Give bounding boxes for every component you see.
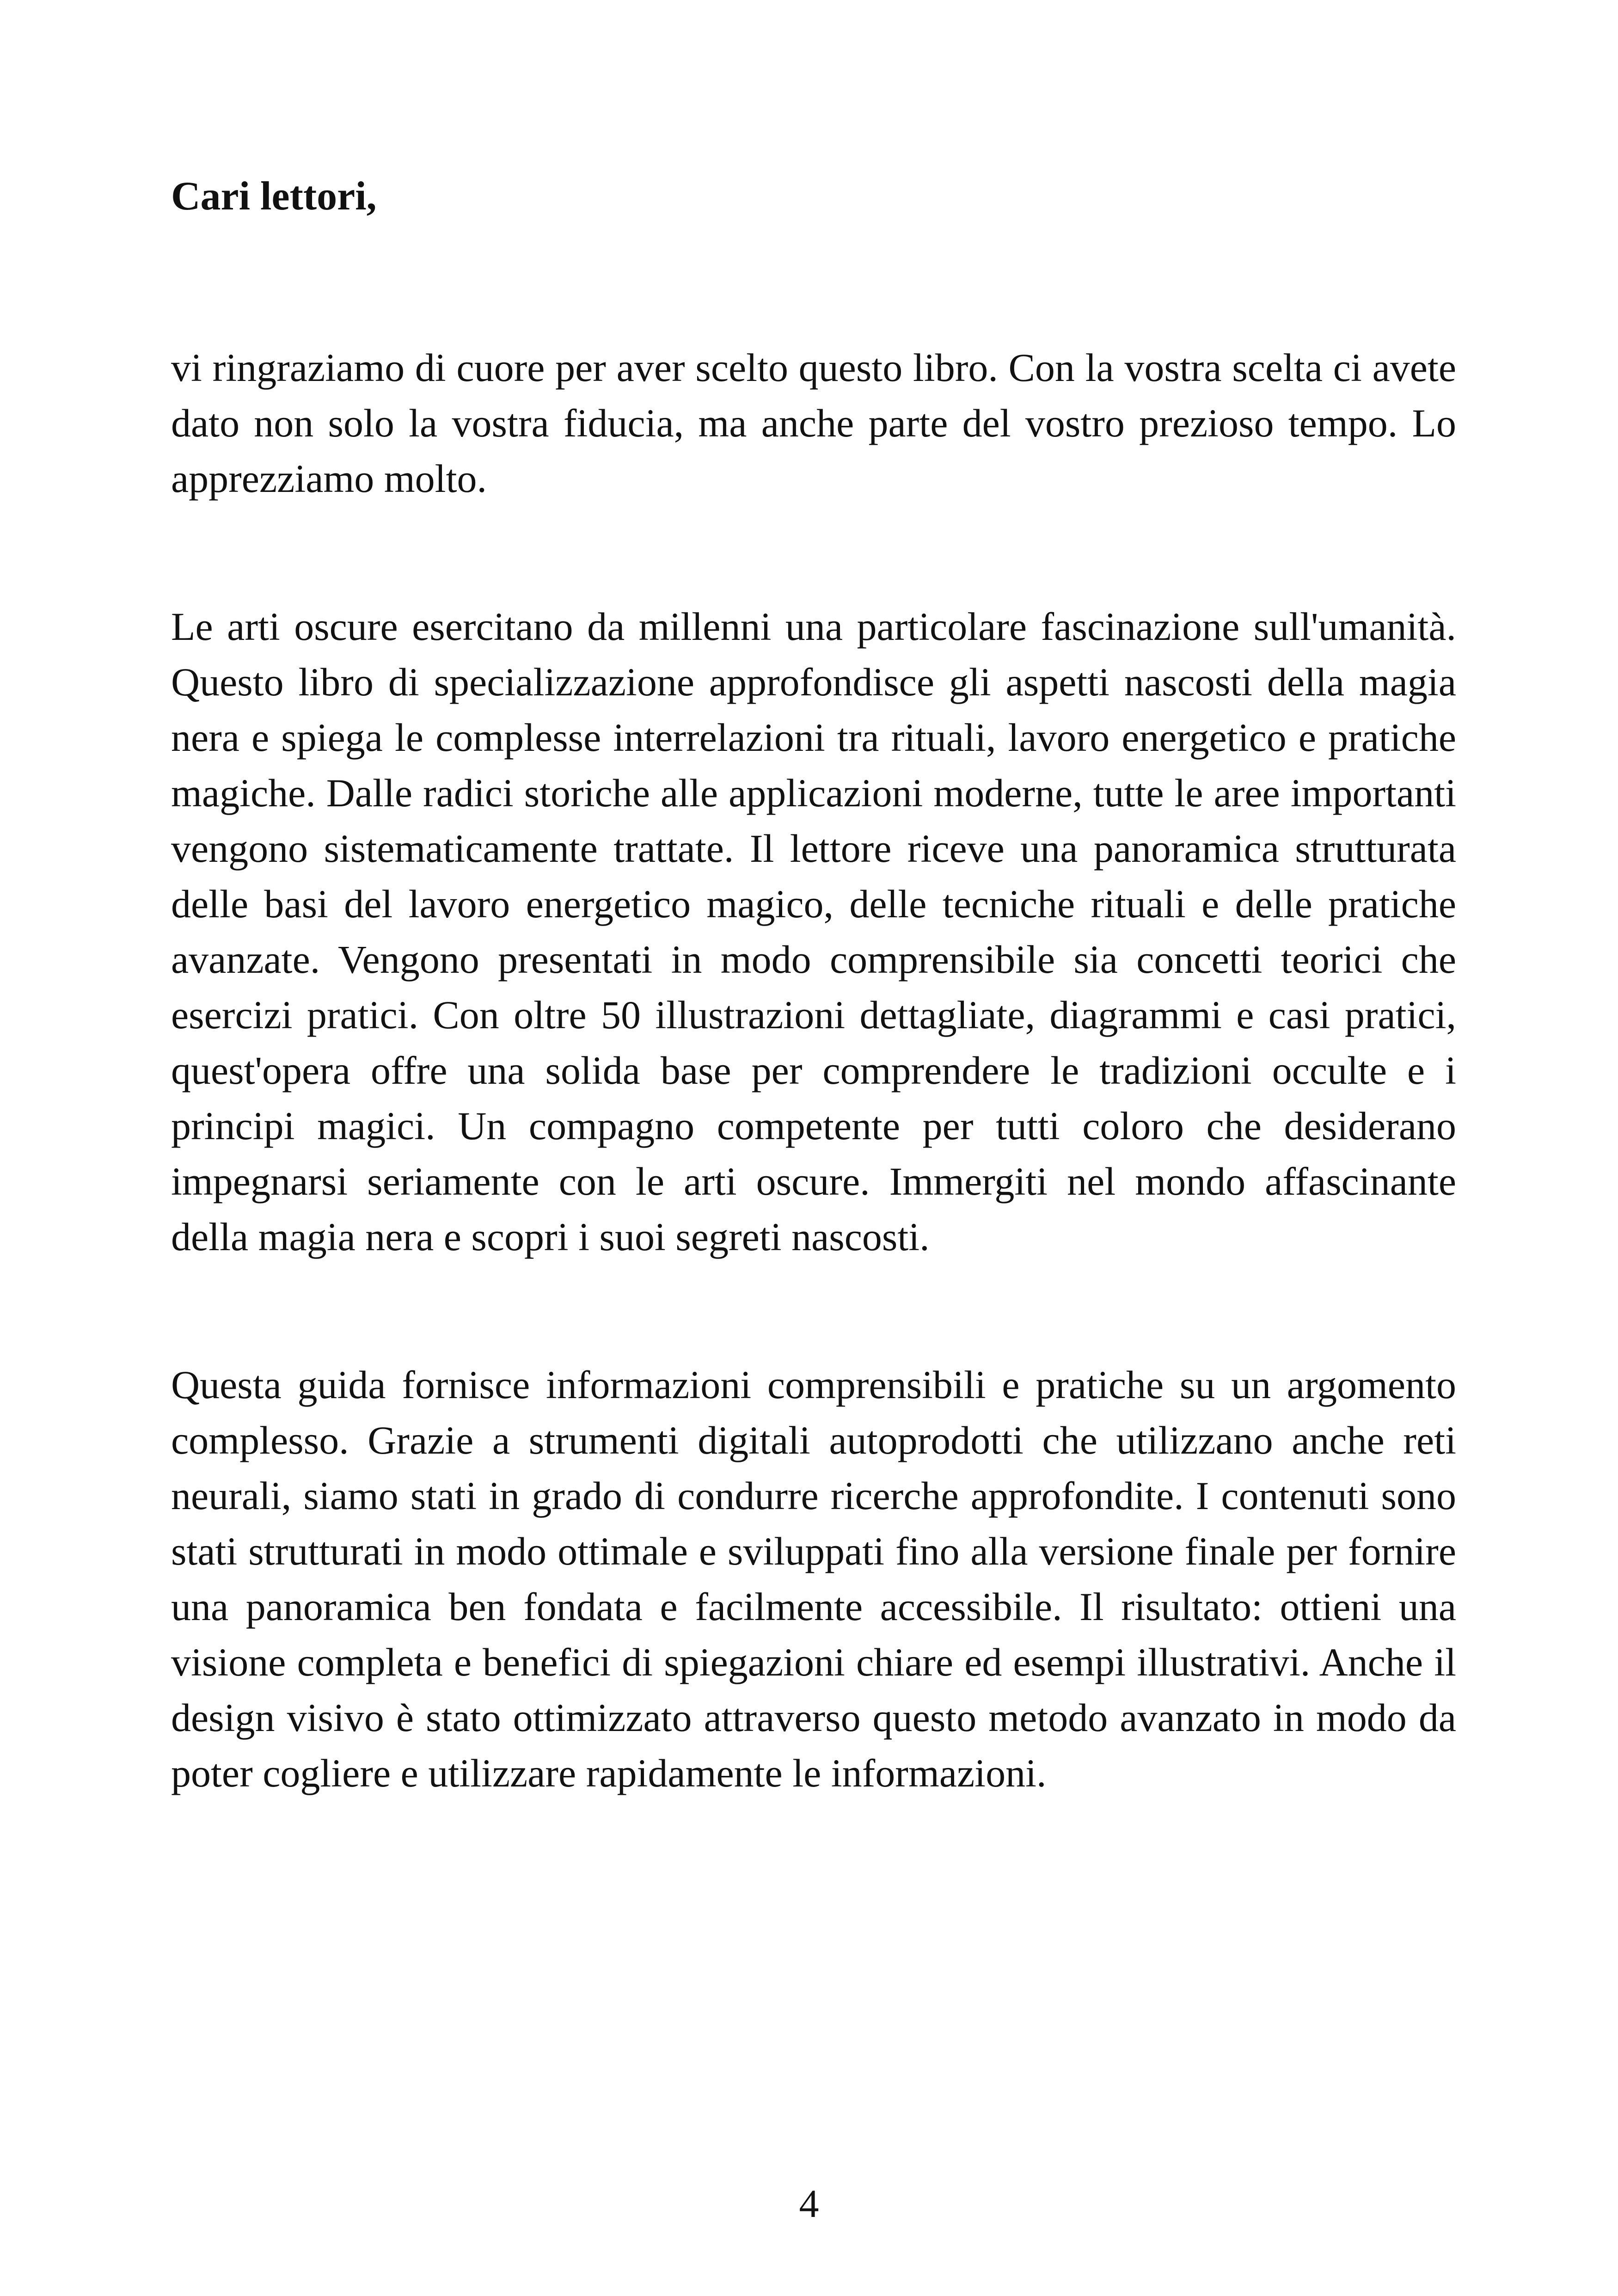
page-number: 4 [799, 2181, 819, 2226]
body-text [171, 340, 1456, 1893]
paragraph-book-description: Le arti oscure esercitano da millenni una particolare fascinazione sull'umanità. Questo libro di specializzazione approfondisce gli aspetti nascosti della magia nera e spiega le complesse interrelazioni tra rituali, lavoro energetico e pratiche magiche. Dalle radici storiche alle applicazioni moderne, tutte le aree importanti vengono sistematicamente trattate. Il lettore riceve una panoramica strutturata delle basi del lavoro energetico magico, delle tecniche rituali e delle pratiche avanzate. Vengono presentati in modo comprensibile sia concetti teorici che esercizi pratici. Con oltre 50 illustrazioni dettagliate, diagrammi e casi pratici, quest'opera offre una solida base per comprendere le tradizioni occulte e i principi magici. Un compagno competente per tutti coloro che desiderano impegnarsi seriamente con le arti oscure. Immergiti nel mondo affascinante della magia nera e scopri i suoi segreti nascosti. [171, 604, 1456, 1259]
salutation-heading: Cari lettori, [171, 174, 377, 219]
paragraph-guide-method: Questa guida fornisce informazioni comprensibili e pratiche su un argomento complesso. Grazie a strumenti digitali autoprodotti che utilizzano anche reti neurali, siamo stati in grado di condurre ricerche approfondite. I contenuti sono stati strutturati in modo ottimale e sviluppati fino alla versione finale per fornire una panoramica ben fondata e facilmente accessibile. Il risultato: ottieni una visione completa e benefici di spiegazioni chiare ed esempi illustrativi. Anche il design visivo è stato ottimizzato attraverso questo metodo avanzato in modo da poter cogliere e utilizzare rapidamente le informazioni. [171, 1363, 1456, 1795]
paragraph-thanks: vi ringraziamo di cuore per aver scelto questo libro. Con la vostra scelta ci avete dato non solo la vostra fiducia, ma anche parte del vostro prezioso tempo. Lo apprezziamo molto. [171, 345, 1456, 501]
